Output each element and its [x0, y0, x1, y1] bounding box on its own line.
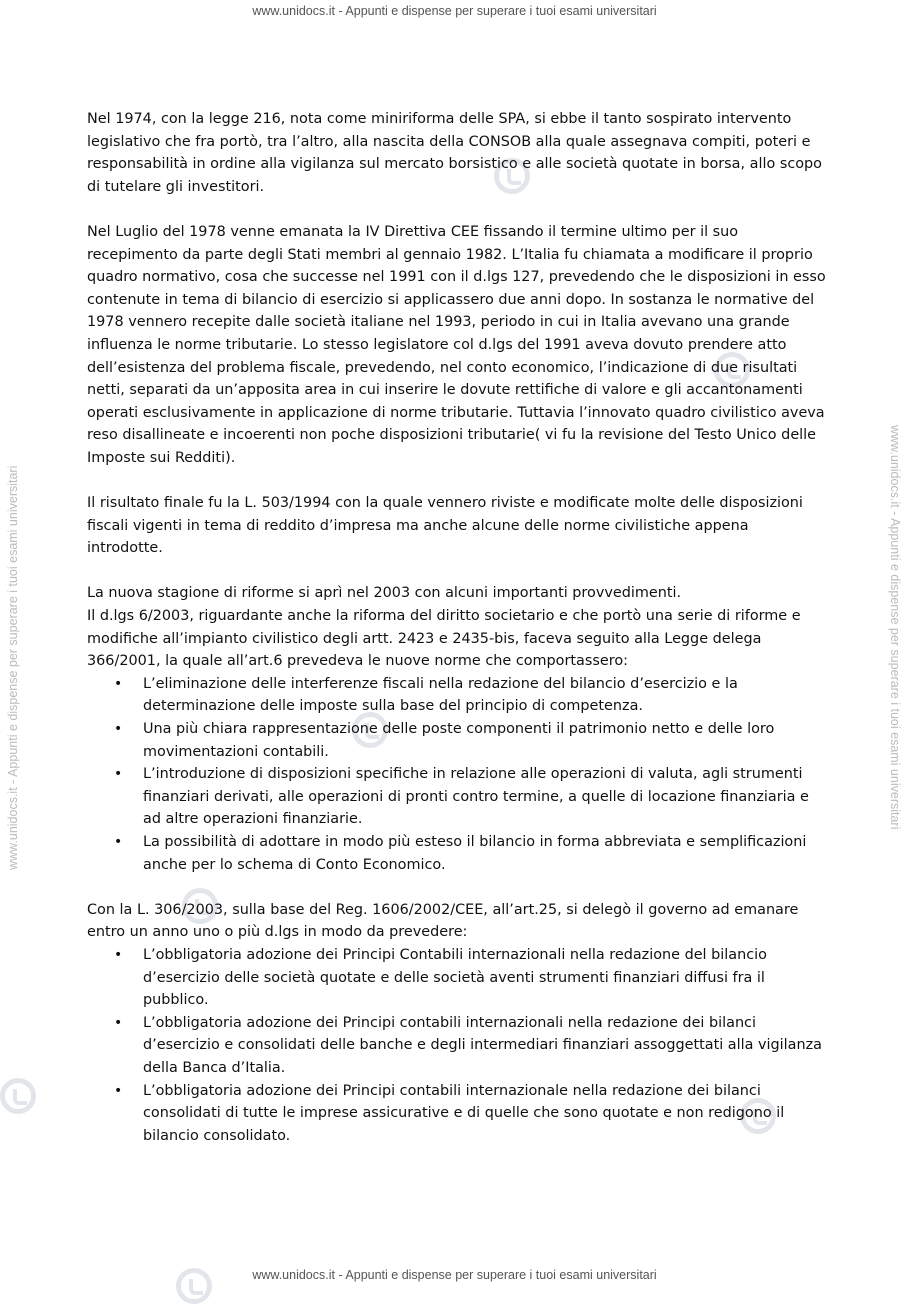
watermark-header: www.unidocs.it - Appunti e dispense per superare i tuoi esami universitari	[252, 4, 657, 18]
list-item: • L’obbligatoria adozione dei Principi Contabili internazionali nella redazione del bilancio d’esercizio delle società quotate e delle società aventi strumenti finanziari diffusi fra il pubblico.	[87, 944, 827, 1012]
bullet-icon: •	[114, 1014, 123, 1031]
watermark-logo-icon	[0, 1078, 36, 1114]
paragraph-iv-direttiva: Nel Luglio del 1978 venne emanata la IV Direttiva CEE fissando il termine ultimo per il suo recepimento da parte degli Stati membri al gennaio 1982. L’Italia fu chiamata a modificare il proprio quadro normativo, cosa che successe nel 1991 con il d.lgs 127, prevedendo che le disposizioni in esso contenute in tema di bilancio di esercizio si applicassero due anni dopo. In sostanza le normative del 1978 vennero recepite dalle società italiane nel 1993, periodo in cui in Italia avevano una grande influenza le norme tributarie. Lo stesso legislatore col d.lgs del 1991 aveva dovuto prendere atto dell’esistenza del problema fiscale, prevedendo, nel conto economico, l’indicazione di due risultati netti, separati da un’apposita area in cui inserire le dovute rettifiche di valore e gli accantonamenti operati esclusivamente in applicazione di norme tributarie. Tuttavia l’innovato quadro civilistico aveva reso disallineate e incoerenti non poche disposizioni tributarie( vi fu la revisione del Testo Unico delle Imposte sui Redditi).	[87, 223, 826, 466]
list-item: • L’obbligatoria adozione dei Principi contabili internazionale nella redazione dei bilanci consolidati di tutte le imprese assicurative e di quelle che sono quotate e non redigono il bilancio consolidato.	[87, 1080, 827, 1148]
bullet-icon: •	[114, 766, 123, 783]
document-body	[87, 108, 827, 1170]
list-item: • L’eliminazione delle interferenze fiscali nella redazione del bilancio d’esercizio e la determinazione delle imposte sulla base del principio di competenza.	[87, 673, 827, 718]
list-item: • L’introduzione di disposizioni specifiche in relazione alle operazioni di valuta, agli strumenti finanziari derivati, alle operazioni di pronti contro termine, a quelle di locazione finanziaria e ad altre operazioni finanziarie.	[87, 763, 827, 831]
bullet-icon: •	[114, 834, 123, 850]
list-legge-delega	[87, 673, 827, 876]
paragraph-dlgs-6-2003: Il d.lgs 6/2003, riguardante anche la riforma del diritto societario e che portò una serie di riforme e modifiche all’impianto civilistico degli artt. 2423 e 2435-bis, faceva seguito alla Legge delega 366/2001, la quale all’art.6 prevedeva le nuove norme che comportassero:	[87, 608, 801, 670]
paragraph-legge-503: Il risultato finale fu la L. 503/1994 con la quale vennero riviste e modificate molte delle disposizioni fiscali vigenti in tema di reddito d’impresa ma anche alcune delle norme civilistiche appena introdotte.	[87, 495, 803, 557]
bullet-icon: •	[114, 1082, 123, 1099]
bullet-icon: •	[114, 675, 123, 692]
paragraph-stagione-riforme: La nuova stagione di riforme si aprì nel 2003 con alcuni importanti provvedimenti.	[87, 585, 682, 602]
watermark-side-right: www.unidocs.it - Appunti e dispense per superare i tuoi esami universitari	[888, 425, 902, 830]
watermark-logo-icon	[176, 1268, 212, 1304]
watermark-footer: www.unidocs.it - Appunti e dispense per superare i tuoi esami universitari	[252, 1268, 657, 1282]
bullet-icon: •	[114, 721, 123, 738]
paragraph-legge-306: Con la L. 306/2003, sulla base del Reg. 1606/2002/CEE, all’art.25, si delegò il governo ad emanare entro un anno uno o più d.lgs in modo da prevedere:	[87, 901, 799, 941]
list-principi-contabili	[87, 944, 827, 1147]
list-item: • L’obbligatoria adozione dei Principi contabili internazionali nella redazione dei bilanci d’esercizio e consolidati delle banche e degli intermediari finanziari assoggettati alla vigilanza della Banca d’Italia.	[87, 1012, 827, 1080]
list-item: • La possibilità di adottare in modo più esteso il bilancio in forma abbreviata e semplificazioni anche per lo schema di Conto Economico.	[87, 831, 827, 876]
list-item: • Una più chiara rappresentazione delle poste componenti il patrimonio netto e delle loro movimentazioni contabili.	[87, 718, 827, 763]
paragraph-consob: Nel 1974, con la legge 216, nota come miniriforma delle SPA, si ebbe il tanto sospirato intervento legislativo che fra portò, tra l’altro, alla nascita della CONSOB alla quale assegnava compiti, poteri e responsabilità in ordine alla vigilanza sul mercato borsistico e alle società quotate in borsa, allo scopo di tutelare gli investitori.	[87, 111, 822, 195]
bullet-icon: •	[114, 946, 123, 963]
watermark-side-left: www.unidocs.it - Appunti e dispense per superare i tuoi esami universitari	[6, 465, 20, 870]
